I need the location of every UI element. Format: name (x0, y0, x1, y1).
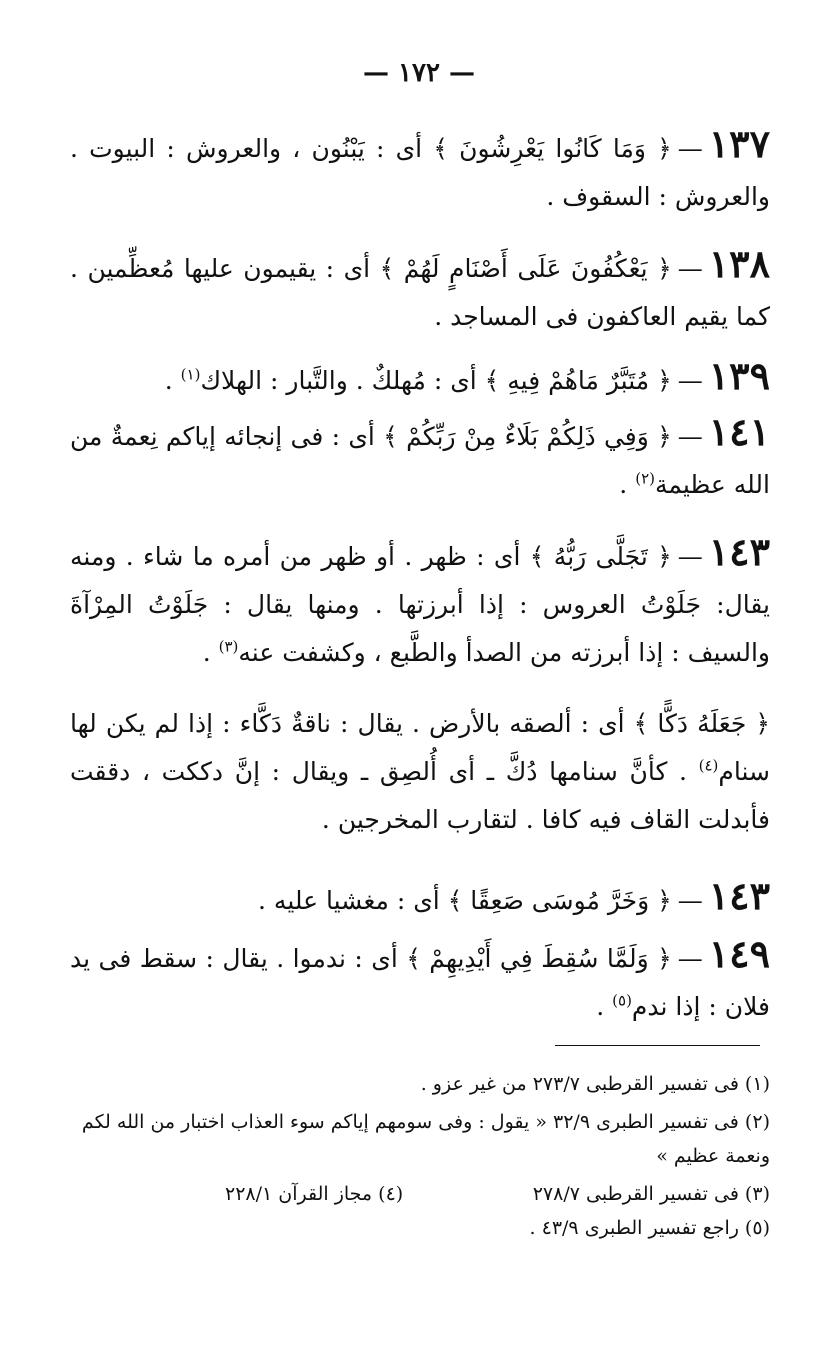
verse-number: ١٤١ (708, 409, 770, 454)
verse-number: ١٣٨ (708, 241, 770, 286)
entry-137 (70, 120, 770, 221)
entry-143-a (70, 528, 770, 677)
footnote-2-continued: ونعمة عظيم » (656, 1145, 770, 1167)
verse-number: ١٤٣ (708, 529, 770, 574)
footnote-marker: (٣) (218, 637, 239, 656)
entry-tail: . (596, 992, 613, 1021)
entry-143-b (70, 700, 770, 844)
entry-text: ﴿ تَجَلَّى رَبُّهُ ﴾ أى : ظهر . أو ظهر من أمره ما شاء . ومنه يقال: جَلَوْتُ العروس : إذا أبرزتها . ومنها يقال : جَلَوْتُ المِرْآةَ والسيف : إذا أبرزته من الصدأ والطَّبع ، وكشفت عنه (70, 542, 770, 667)
entry-tail: . كأنَّ سنامها دُكَّ ـ أى أُلصِق ـ ويقال : إنَّ دككت ، دققت فأبدلت القاف فيه كافا . لتقارب المخرجين . (70, 757, 770, 834)
entry-tail: . (202, 638, 219, 667)
verse-number: ١٣٧ (708, 121, 770, 166)
entry-139 (70, 352, 770, 405)
entry-text: ﴿ وَخَرَّ مُوسَى صَعِقًا ﴾ أى : مغشيا عليه . (258, 886, 672, 915)
entry-text: ﴿ وَفِي ذَلِكُمْ بَلَاءٌ مِنْ رَبِّكُمْ ﴾ أى : فى إنجائه إياكم نِعمةٌ من الله عظيمة (70, 422, 770, 499)
entry-text: ﴿ مُتَبَّرٌ مَاهُمْ فِيهِ ﴾ أى : مُهلكٌ . والتَّبار : الهلاك (200, 366, 672, 395)
footnote-2: (٢) فى تفسير الطبرى ٣٢/٩ « يقول : وفى سومهم إياكم سوء العذاب اختبار من الله لكم (81, 1111, 770, 1133)
footnote-divider (555, 1045, 760, 1046)
dash: — (677, 134, 703, 163)
footnote-5: (٥) راجع تفسير الطبرى ٤٣/٩ . (529, 1217, 770, 1239)
page-number: — ١٧٢ — (362, 58, 476, 88)
footnote-marker: (٢) (635, 469, 655, 488)
entry-text: ﴿ يَعْكُفُونَ عَلَى أَصْنَامٍ لَهُمْ ﴾ أى : يقيمون عليها مُعظِّمين . كما يقيم العاكفون فى المساجد . (70, 254, 770, 331)
entry-tail: . (619, 470, 636, 499)
entry-text: ﴿ وَلَمَّا سُقِطَ فِي أَيْدِيهِمْ ﴾ أى : ندموا . يقال : سقط فى يد فلان : إذا ندم (70, 944, 770, 1021)
verse-number: ١٣٩ (708, 353, 770, 398)
entry-149 (70, 930, 770, 1031)
dash: — (677, 254, 703, 283)
dash: — (677, 944, 703, 973)
verse-number: ١٤٩ (708, 931, 770, 976)
dash: — (677, 422, 703, 451)
entry-text: ﴿ جَعَلَهُ دَكًّا ﴾ أى : ألصقه بالأرض . يقال : ناقةٌ دَكَّاء : إذا لم يكن لها سنام (70, 709, 770, 786)
entry-tail: . (164, 366, 181, 395)
dash: — (677, 542, 703, 571)
footnote-marker: (٤) (698, 756, 719, 775)
entry-141 (70, 408, 770, 509)
footnote-1: (١) فى تفسير القرطبى ٢٧٣/٧ من غير عزو . (420, 1073, 770, 1095)
entry-138 (70, 240, 770, 341)
footnote-marker: (١) (180, 365, 201, 384)
dash: — (677, 366, 703, 395)
footnote-4: (٤) مجاز القرآن ٢٢٨/١ (225, 1183, 404, 1205)
footnote-3: (٣) فى تفسير القرطبى ٢٧٨/٧ (532, 1183, 770, 1205)
entry-text: ﴿ وَمَا كَانُوا يَعْرِشُونَ ﴾ أى : يَبْنُون ، والعروش : البيوت . والعروش : السقوف . (70, 134, 770, 211)
dash: — (677, 886, 703, 915)
verse-number: ١٤٣ (708, 873, 770, 918)
footnote-marker: (٥) (612, 991, 632, 1010)
entry-143-c (70, 872, 770, 925)
